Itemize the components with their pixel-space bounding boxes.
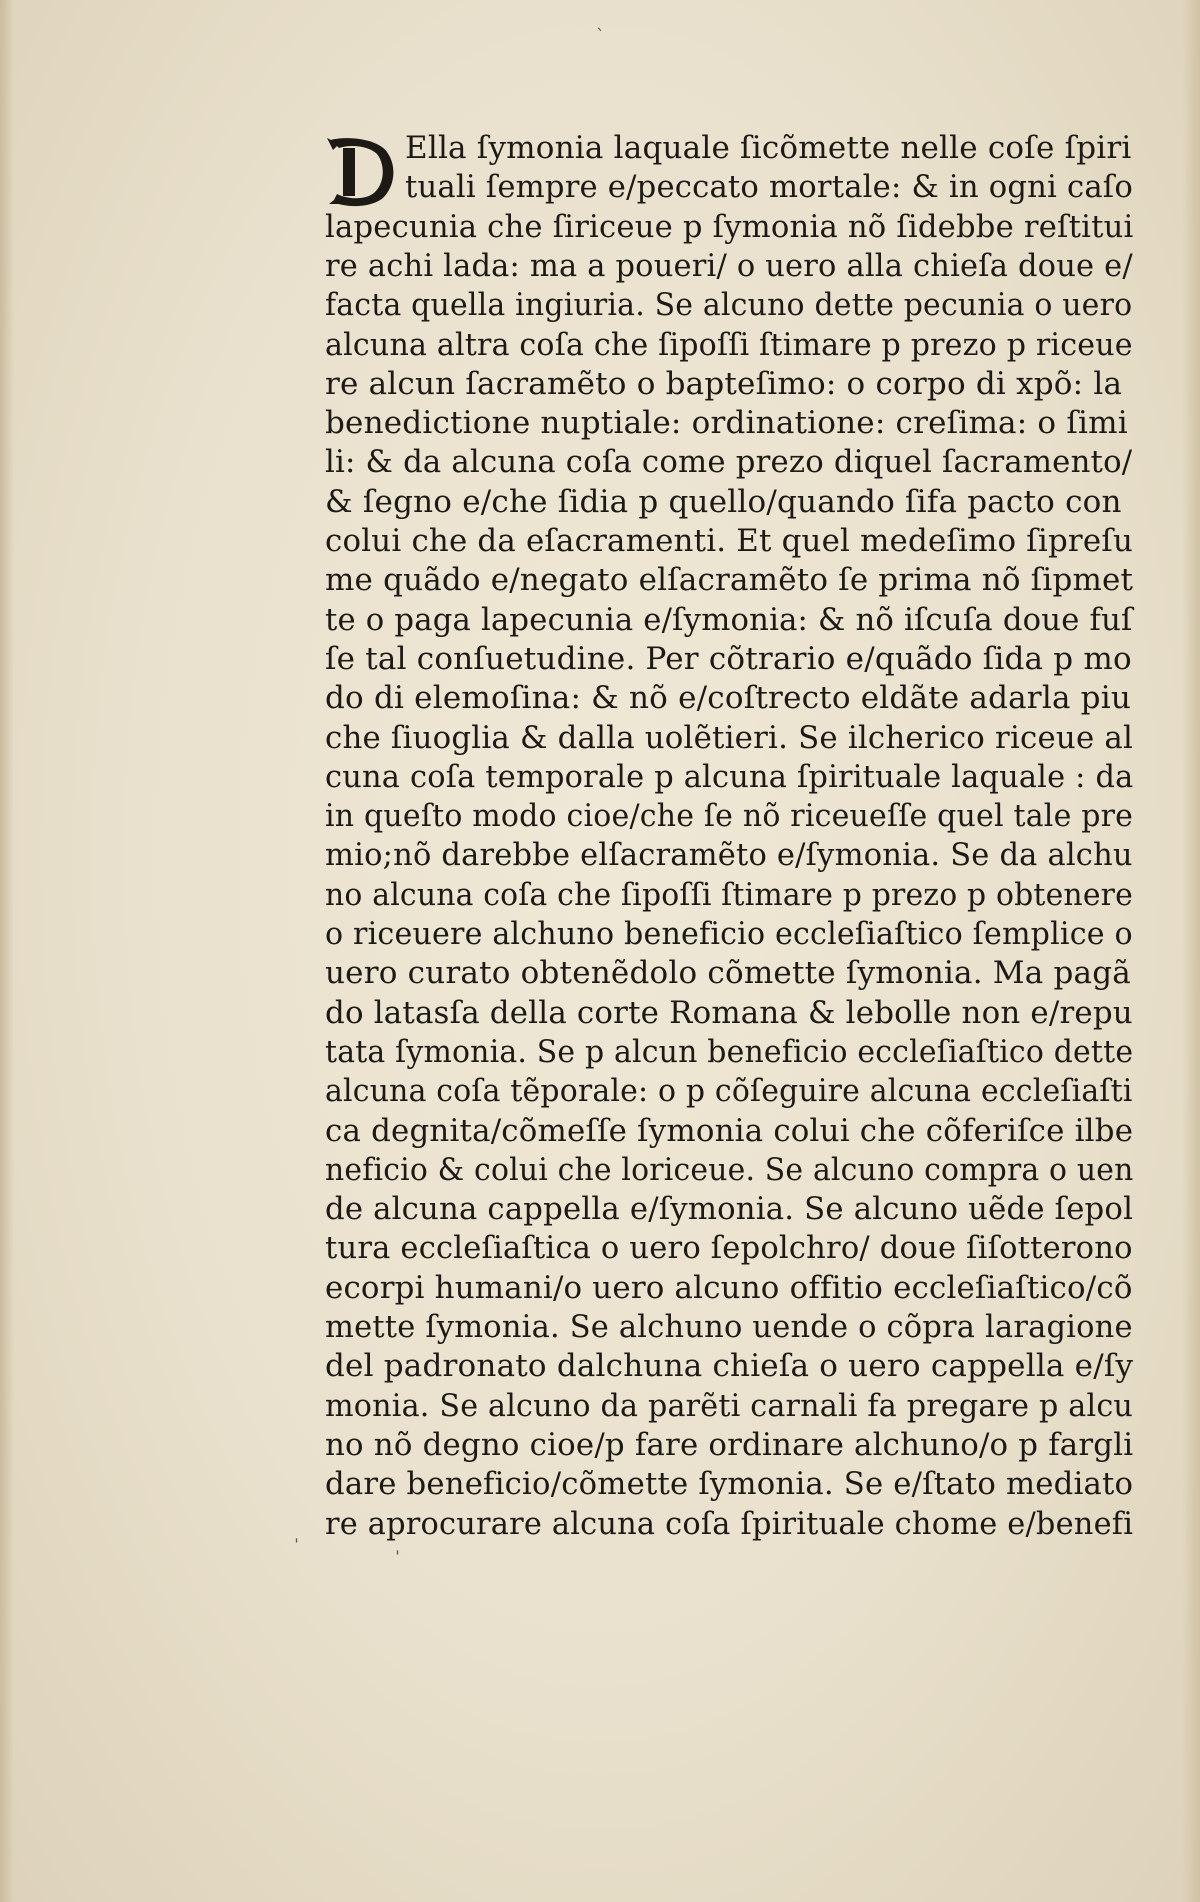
text-line: mio;nõ darebbe elſacramẽto e/ſymonia. Se da alchu: [325, 837, 1133, 874]
text-line: ecorpi humani/o uero alcuno offitio eccleſiaſtico/cõ: [325, 1269, 1133, 1306]
text-line: cuna coſa temporale p alcuna ſpirituale laquale : da: [325, 758, 1134, 795]
text-line: Ella ſymonia laquale ſicõmette nelle coſe ſpiri: [405, 130, 1132, 166]
text-line: colui che da eſacramenti. Et quel medeſimo ſipreſu: [325, 523, 1134, 559]
text-line: tata ſymonia. Se p alcun beneficio eccleſiaſtico dette: [325, 1033, 1134, 1070]
text-line: o riceuere alchuno beneficio eccleſiaſtico ſemplice o: [325, 916, 1133, 952]
text-line: facta quella ingiuria. Se alcuno dette pecunia o uero: [325, 287, 1133, 324]
text-line: ca degnita/cõmeſſe ſymonia colui che cõferiſce ilbe: [325, 1112, 1134, 1149]
text-line: lapecunia che ſiriceue p ſymonia nõ ſidebbe reſtitui: [325, 208, 1134, 245]
text-line: benedictione nuptiale: ordinatione: creſima: o ſimi: [325, 405, 1128, 442]
text-line: no alcuna coſa che ſipoſſi ſtimare p prezo p obtenere: [325, 876, 1133, 913]
text-line: in queſto modo cioe/che ſe nõ riceueſſe quel tale pre: [325, 798, 1134, 835]
text-line: che ſiuoglia & dalla uolẽtieri. Se ilcherico riceue al: [325, 719, 1134, 756]
text-line: tuali ſempre e/peccato mortale: & in ogni caſo: [405, 169, 1133, 206]
text-line: li: & da alcuna coſa come prezo diquel ſacramento/: [325, 444, 1133, 481]
stray-mark-bottom: ˈ: [395, 1548, 400, 1569]
text-line: del padronato dalchuna chieſa o uero cappella e/ſy: [325, 1348, 1134, 1385]
text-line: me quãdo e/negato elſacramẽto ſe prima nõ ſipmet: [325, 562, 1134, 599]
text-line: tura eccleſiaſtica o uero ſepolchro/ doue ſiſotterono: [325, 1230, 1133, 1267]
text-line: re alcun ſacramẽto o bapteſimo: o corpo di xpõ: la: [325, 365, 1123, 402]
text-line: ſe tal conſuetudine. Per cõtrario e/quãdo ſida p mo: [325, 640, 1132, 677]
text-line: re aprocurare alcuna coſa ſpirituale chome e/benefi: [325, 1505, 1134, 1542]
text-line: do di elemoſina: & nõ e/coſtrecto eldãte adarla piu: [325, 680, 1131, 717]
text-line: te o paga lapecunia e/ſymonia: & nõ iſcuſa doue fuſ: [325, 601, 1133, 638]
text-line: alcuna altra coſa che ſipoſſi ſtimare p prezo p riceue: [325, 326, 1133, 363]
text-line: no nõ degno cioe/p fare ordinare alchuno/o p fargli: [325, 1426, 1134, 1463]
text-line: & ſegno e/che ſidia p quello/quando ſifa pacto con: [325, 483, 1122, 520]
text-line: de alcuna cappella e/ſymonia. Se alcuno uẽde ſepol: [325, 1191, 1134, 1228]
text-line: monia. Se alcuno da parẽti carnali fa pregare p alcu: [325, 1387, 1134, 1424]
text-line: neficio & colui che loriceue. Se alcuno compra o uen: [325, 1151, 1134, 1188]
text-line: re achi lada: ma a poueri/ o uero alla chieſa doue e/: [325, 247, 1133, 284]
text-line: dare beneficio/cõmette ſymonia. Se e/ſtato mediato: [325, 1466, 1134, 1503]
text-line: uero curato obtenẽdolo cõmette ſymonia. Ma pagã: [325, 955, 1131, 992]
text-line: do latasſa della corte Romana & lebolle non e/repu: [325, 994, 1133, 1031]
text-line: alcuna coſa tẽporale: o p cõſeguire alcuna eccleſiaſti: [325, 1073, 1133, 1110]
page-mark: ˋ: [596, 26, 605, 47]
stray-mark-left: ˈ: [294, 1536, 299, 1557]
decorated-initial-letter: [325, 134, 397, 210]
text-line: mette ſymonia. Se alchuno uende o cõpra laragione: [325, 1309, 1133, 1345]
